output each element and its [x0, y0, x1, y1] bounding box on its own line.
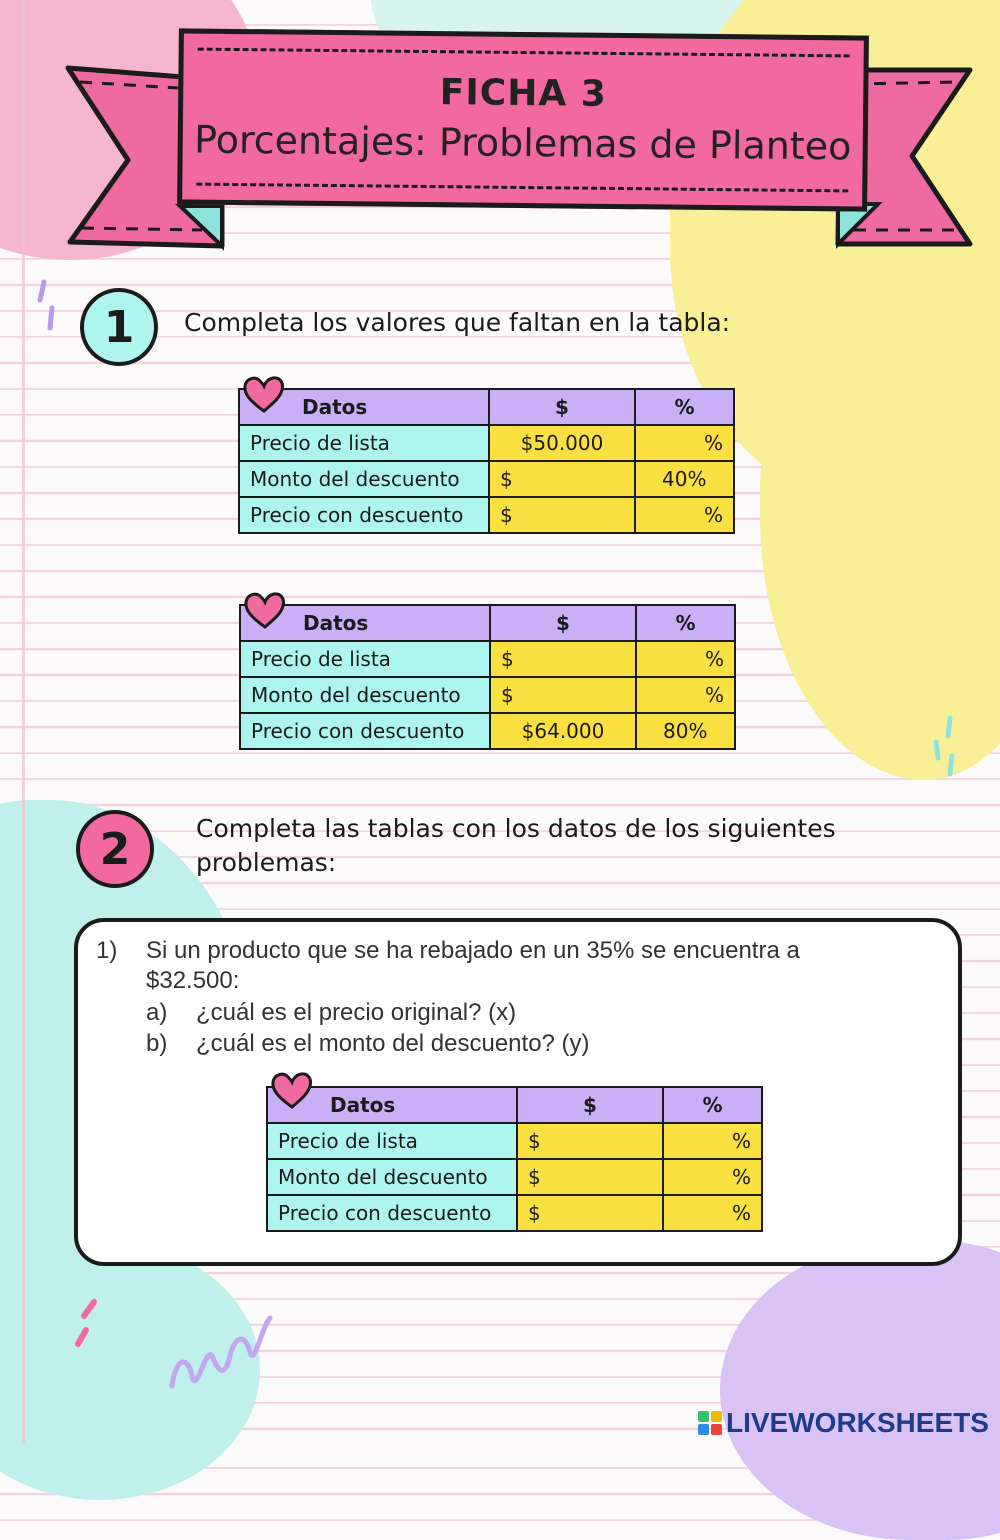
money-input-cell[interactable]: $: [490, 641, 636, 677]
percent-input-cell[interactable]: %: [663, 1159, 762, 1195]
question-a-marker: a): [146, 999, 168, 1026]
money-input-cell[interactable]: $: [517, 1195, 663, 1231]
row-label: Monto del descuento: [267, 1159, 517, 1195]
data-table-2: [239, 604, 736, 750]
row-label: Precio de lista: [239, 425, 489, 461]
row-label: Precio con descuento: [239, 497, 489, 533]
question-b-text: ¿cuál es el monto del descuento? (y): [196, 1030, 590, 1057]
heart-icon: [270, 1070, 314, 1110]
notebook-margin-line: [22, 0, 25, 1443]
header-money: $: [490, 605, 636, 641]
money-input-cell[interactable]: $: [489, 461, 635, 497]
percent-input-cell[interactable]: %: [635, 425, 734, 461]
row-label: Monto del descuento: [239, 461, 489, 497]
data-table-1: [238, 388, 735, 534]
data-table-3: [266, 1086, 763, 1232]
header-percent: %: [663, 1087, 762, 1123]
dash-marks-teal-decoration: [926, 712, 966, 782]
liveworksheets-logo-icon: [698, 1411, 722, 1435]
row-label: Monto del descuento: [240, 677, 490, 713]
section-number-1: [80, 288, 158, 366]
dash-marks-pink-decoration: [70, 1296, 110, 1356]
header-percent: %: [636, 605, 735, 641]
ribbon-banner: [177, 28, 869, 211]
section-1-instruction: Completa los valores que faltan en la tabla:: [184, 308, 731, 337]
table-header-row: [240, 605, 735, 641]
problem-number: 1): [96, 937, 118, 964]
percent-input-cell[interactable]: %: [663, 1195, 762, 1231]
table-row: [239, 497, 734, 533]
section-2-instruction-line2: problemas:: [196, 848, 337, 877]
header-datos: Datos: [267, 1087, 517, 1123]
table-header-row: [267, 1087, 762, 1123]
header-datos: Datos: [240, 605, 490, 641]
table-row: [267, 1195, 762, 1231]
percent-cell: 40%: [635, 461, 734, 497]
section-number-1-label: 1: [103, 301, 135, 353]
percent-input-cell[interactable]: %: [636, 641, 735, 677]
heart-icon: [242, 374, 286, 414]
liveworksheets-brand: LIVEWORKSHEETS: [726, 1407, 989, 1438]
table-row: [240, 713, 735, 749]
liveworksheets-logo[interactable]: [698, 1407, 989, 1439]
section-number-2: [76, 810, 154, 888]
money-input-cell[interactable]: $: [490, 677, 636, 713]
squiggle-decoration: [166, 1306, 276, 1396]
row-label: Precio de lista: [267, 1123, 517, 1159]
row-label: Precio con descuento: [267, 1195, 517, 1231]
heart-icon: [243, 590, 287, 630]
table-row: [240, 677, 735, 713]
money-input-cell[interactable]: $: [517, 1123, 663, 1159]
header-percent: %: [635, 389, 734, 425]
problem-statement-line1: Si un producto que se ha rebajado en un 35% se encuentra a: [146, 937, 800, 964]
header-money: $: [489, 389, 635, 425]
header-money: $: [517, 1087, 663, 1123]
problem-statement-line2: $32.500:: [146, 967, 240, 994]
percent-cell: 80%: [636, 713, 735, 749]
section-2-instruction-line1: Completa las tablas con los datos de los siguientes: [196, 814, 836, 843]
page-subtitle: Porcentajes: Problemas de Planteo: [193, 117, 852, 169]
dash-marks-purple-decoration: [32, 278, 62, 338]
table-row: [240, 641, 735, 677]
table-header-row: [239, 389, 734, 425]
percent-input-cell[interactable]: %: [663, 1123, 762, 1159]
percent-input-cell[interactable]: %: [635, 497, 734, 533]
section-number-2-label: 2: [99, 823, 131, 875]
lilac-blob-decoration: [720, 1240, 1000, 1540]
money-input-cell[interactable]: $: [517, 1159, 663, 1195]
row-label: Precio de lista: [240, 641, 490, 677]
money-cell: $50.000: [489, 425, 635, 461]
table-row: [239, 461, 734, 497]
money-cell: $64.000: [490, 713, 636, 749]
percent-input-cell[interactable]: %: [636, 677, 735, 713]
row-label: Precio con descuento: [240, 713, 490, 749]
table-row: [267, 1159, 762, 1195]
yellow-blob-lower-decoration: [760, 300, 1000, 780]
header-datos: Datos: [239, 389, 489, 425]
table-row: [267, 1123, 762, 1159]
table-row: [239, 425, 734, 461]
question-a-text: ¿cuál es el precio original? (x): [196, 999, 517, 1026]
page-title: FICHA 3: [439, 72, 607, 115]
question-b-marker: b): [146, 1030, 168, 1057]
money-input-cell[interactable]: $: [489, 497, 635, 533]
